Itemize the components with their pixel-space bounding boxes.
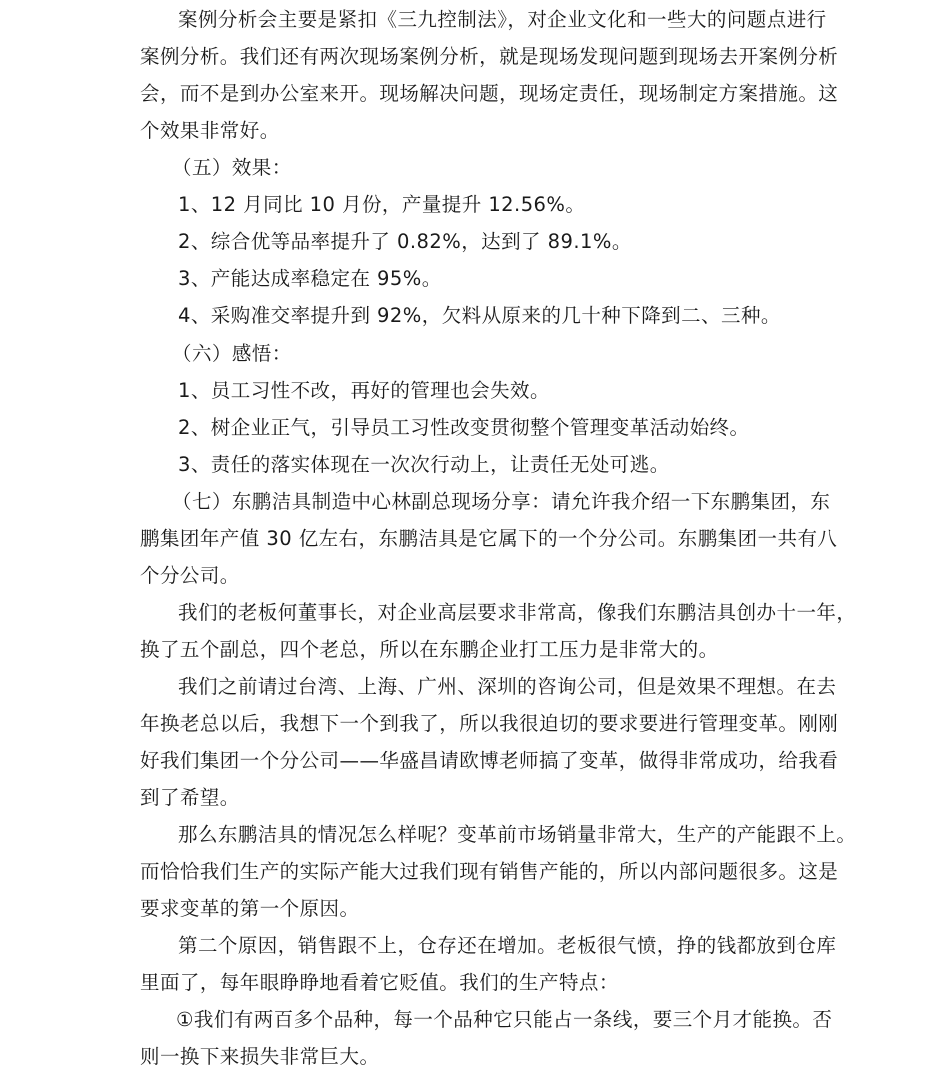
section-heading: （六）感悟： <box>172 342 292 365</box>
text-line: 里面了，每年眼睁睁地看着它贬值。我们的生产特点： <box>140 971 619 994</box>
text-line: 那么东鹏洁具的情况怎么样呢？变革前市场销量非常大，生产的产能跟不上。 <box>178 823 857 846</box>
list-item: 4、采购准交率提升到 92%，欠料从原来的几十种下降到二、三种。 <box>178 304 781 327</box>
text-line: 年换老总以后，我想下一个到我了，所以我很迫切的要求要进行管理变革。刚刚 <box>140 712 839 735</box>
text-line: 案例分析。我们还有两次现场案例分析，就是现场发现问题到现场去开案例分析 <box>140 45 839 68</box>
text-line: 个效果非常好。 <box>140 119 280 142</box>
text-line: 我们的老板何董事长，对企业高层要求非常高，像我们东鹏洁具创办十一年， <box>178 601 857 624</box>
text-line: 要求变革的第一个原因。 <box>140 897 360 920</box>
text-line: 好我们集团一个分公司——华盛昌请欧博老师搞了变革，做得非常成功，给我看 <box>140 749 839 772</box>
text-line: 则一换下来损失非常巨大。 <box>140 1045 380 1068</box>
text-line: 我们之前请过台湾、上海、广州、深圳的咨询公司，但是效果不理想。在去 <box>178 675 837 698</box>
list-item: 1、12 月同比 10 月份，产量提升 12.56%。 <box>178 193 586 216</box>
text-line: 案例分析会主要是紧扣《三九控制法》，对企业文化和一些大的问题点进行 <box>178 8 827 31</box>
text-line: 鹏集团年产值 30 亿左右，东鹏洁具是它属下的一个分公司。东鹏集团一共有八 <box>140 527 838 550</box>
text-line: ①我们有两百多个品种，每一个品种它只能占一条线，要三个月才能换。否 <box>176 1008 833 1031</box>
list-item: 2、树企业正气，引导员工习性改变贯彻整个管理变革活动始终。 <box>178 416 750 439</box>
list-item: 1、员工习性不改，再好的管理也会失效。 <box>178 379 550 402</box>
text-line: 而恰恰我们生产的实际产能大过我们现有销售产能的，所以内部问题很多。这是 <box>140 860 839 883</box>
text-line: 会，而不是到办公室来开。现场解决问题，现场定责任，现场制定方案措施。这 <box>140 82 839 105</box>
list-item: 3、责任的落实体现在一次次行动上，让责任无处可逃。 <box>178 453 670 476</box>
text-line: 换了五个副总，四个老总，所以在东鹏企业打工压力是非常大的。 <box>140 638 719 661</box>
section-heading: （五）效果： <box>172 156 292 179</box>
list-item: 2、综合优等品率提升了 0.82%，达到了 89.1%。 <box>178 230 632 253</box>
text-line: 第二个原因，销售跟不上，仓存还在增加。老板很气愤，挣的钱都放到仓库 <box>178 934 837 957</box>
list-item: 3、产能达成率稳定在 95%。 <box>178 267 442 290</box>
text-line: 个分公司。 <box>140 564 240 587</box>
text-line: 到了希望。 <box>140 786 240 809</box>
text-line: （七）东鹏洁具制造中心林副总现场分享：请允许我介绍一下东鹏集团，东 <box>172 490 831 513</box>
